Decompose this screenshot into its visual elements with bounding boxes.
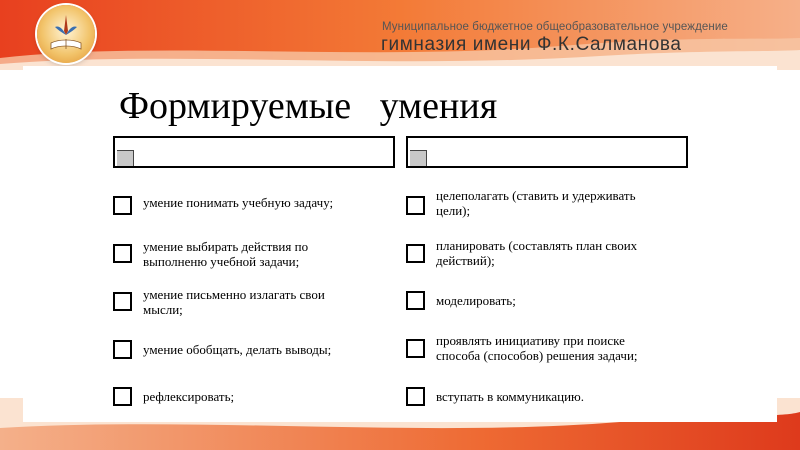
checkbox[interactable] [113,196,132,215]
list-item-label: вступать в коммуникацию. [436,389,585,404]
list-item-label: проявлять инициативу при поиске способа (способов) решения задачи; [436,333,638,363]
checkbox[interactable] [406,291,425,310]
organization-name-line1: Муниципальное бюджетное общеобразовательное учреждение [382,21,728,33]
school-emblem-icon [37,5,95,63]
list-item [406,386,584,406]
right-bar-notch [410,150,427,166]
slide-title: Формируемые умения [119,85,498,127]
organization-name-line2: гимназия имени Ф.К.Салманова [381,34,682,55]
list-item-label: рефлексировать; [143,389,235,404]
left-header-bar [113,136,395,168]
right-header-bar [406,136,688,168]
checkbox[interactable] [113,387,132,406]
list-item-label: целеполагать (ставить и удерживать цели); [436,188,636,218]
list-item [113,239,308,269]
list-item [406,290,516,310]
list-item [113,287,325,317]
list-item-label: умение письменно излагать свои мысли; [143,287,325,317]
checkbox[interactable] [406,244,425,263]
list-item-label: моделировать; [436,293,516,308]
list-item-label: умение выбирать действия по выполненю учебной задачи; [143,239,309,269]
list-item [113,386,234,406]
checkbox[interactable] [406,196,425,215]
left-bar-notch [117,150,134,166]
checkbox[interactable] [113,244,132,263]
list-item [406,188,636,218]
checkbox[interactable] [113,340,132,359]
checkbox[interactable] [406,387,425,406]
list-item [113,339,331,359]
list-item-label: планировать (составлять план своих действий); [436,238,638,268]
list-item [406,333,638,363]
list-item-label: умение обобщать, делать выводы; [143,342,332,357]
list-item [113,195,333,215]
list-item [406,238,637,268]
checkbox[interactable] [113,292,132,311]
list-item-label: умение понимать учебную задачу; [143,195,334,210]
checkbox[interactable] [406,339,425,358]
